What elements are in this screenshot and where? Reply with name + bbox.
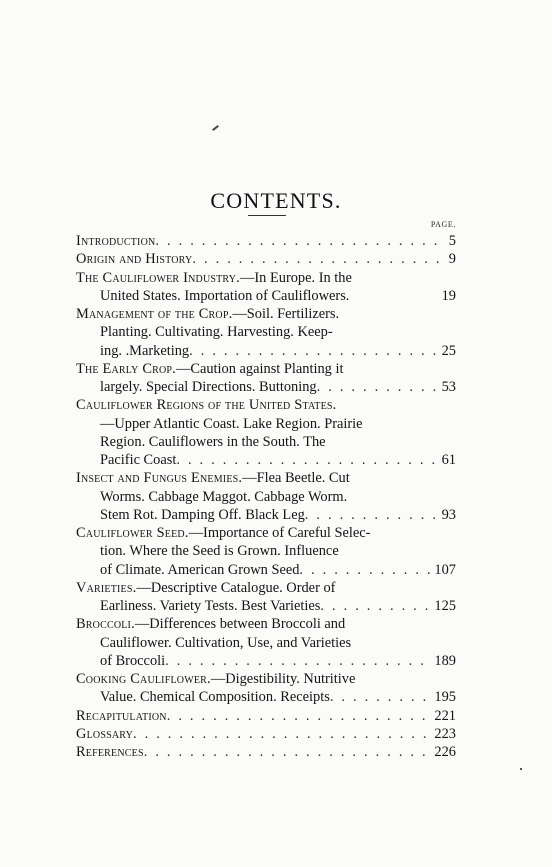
toc-line [76,469,456,487]
toc-line [76,360,456,378]
toc-entry-title: Cauliflower Seed. [76,525,189,541]
toc-line [76,232,456,250]
toc-page-number: 93 [441,506,456,523]
dot-leader [299,561,431,579]
toc-line [76,323,456,341]
toc-page-number: 195 [434,689,456,706]
dot-leader [305,506,439,524]
toc-entry-text: —Differences between Broccoli and [134,616,346,633]
toc-line [76,269,456,287]
dot-leader [320,597,431,615]
toc-line [76,688,456,706]
toc-entry-title: Introduction [76,233,156,249]
toc-entry-title: Glossary [76,725,134,742]
toc-line [76,524,456,542]
spacer [349,287,438,305]
toc-page-number: 53 [441,379,456,395]
toc-entry-text: Worms. Cabbage Maggot. Cabbage Worm. [100,488,348,505]
toc-entry-title: References [76,744,144,760]
dot-leader [167,707,432,725]
dot-leader [330,688,432,706]
dot-leader [155,232,445,250]
toc-entry-text: United States. Importation of Cauliflowers. [100,287,350,304]
toc-line [76,415,456,433]
dot-leader [189,342,438,360]
toc-entry-title: Insect and Fungus Enemies. [76,470,243,487]
toc-entry-text: of Climate. American Grown Seed [100,561,300,578]
toc-entry-text: of Broccoli [100,652,166,669]
toc-page-number: 61 [441,452,456,468]
toc-entry-text: Region. Cauliflowers in the South. The [100,433,326,450]
toc-line [76,597,456,615]
toc-page-number: 25 [441,342,456,359]
toc-line [76,670,456,688]
toc-entry-title: Origin and History [76,251,193,268]
toc-entry-text: —Upper Atlantic Coast. Lake Region. Prairie [100,415,363,432]
toc-entry-text: Stem Rot. Damping Off. Black Leg [100,506,305,523]
toc-line [76,488,456,506]
dot-leader [144,743,432,761]
toc-entry-title: Cauliflower Regions of the United States. [76,397,337,414]
toc-line [76,378,456,396]
toc-page-number: 125 [434,598,456,614]
toc-entry-text: —Digestibility. Nutritive [210,671,356,687]
table-of-contents [76,232,456,761]
toc-page-number: 107 [434,561,456,578]
dot-leader [133,725,431,743]
toc-entry-title: Management of the Crop. [76,306,233,322]
toc-line [76,634,456,652]
toc-entry-text: largely. Special Directions. Buttoning [100,379,317,395]
toc-entry-text: ing. .Marketing [100,342,190,359]
toc-entry-text: Earliness. Variety Tests. Best Varieties [100,598,321,614]
toc-line [76,433,456,451]
toc-page-number: 19 [441,287,456,304]
toc-line [76,506,456,524]
toc-entry-text: —Soil. Fertilizers. [232,306,340,322]
page-column-header: PAGE. [430,220,456,229]
dot-leader [165,652,431,670]
toc-page-number: 226 [434,744,456,760]
dot-leader [317,378,439,396]
toc-line [76,342,456,360]
contents-title: CONTENTS. [210,188,342,213]
toc-entry-text: —Importance of Careful Selec- [188,525,371,541]
toc-entry-text: —Descriptive Catalogue. Order of [136,579,336,596]
toc-line [76,579,456,597]
toc-entry-title: Recapitulation [76,707,167,724]
toc-entry-text: —Caution against Planting it [175,360,344,377]
toc-entry-text: Planting. Cultivating. Harvesting. Keep- [100,324,333,341]
toc-line [76,615,456,633]
toc-page-number: 9 [448,251,456,268]
toc-entry-text: —In Europe. In the [239,269,352,286]
title-rule [248,215,286,216]
toc-line [76,287,456,305]
toc-entry-text: tion. Where the Seed is Grown. Influence [100,543,339,560]
toc-line [76,743,456,761]
toc-line [76,305,456,323]
toc-entry-text: Cauliflower. Cultivation, Use, and Varieties [100,634,352,651]
toc-line [76,707,456,725]
toc-line [76,250,456,268]
toc-line [76,542,456,560]
toc-entry-title: Varieties. [76,579,137,596]
toc-page-number: 223 [434,725,456,742]
ink-dot [520,768,522,770]
ink-speck [212,125,219,131]
toc-entry-text: Pacific Coast [100,452,177,468]
toc-entry-title: The Early Crop. [76,360,176,377]
toc-entry-text: Value. Chemical Composition. Receipts [100,689,330,706]
toc-page-number: 189 [434,652,456,669]
toc-entry-text: —Flea Beetle. Cut [242,470,350,487]
toc-page-number: 5 [448,233,456,249]
toc-entry-title: The Cauliflower Industry. [76,269,240,286]
toc-line [76,725,456,743]
toc-line [76,396,456,414]
toc-line [76,451,456,469]
toc-entry-title: Broccoli. [76,616,135,633]
toc-line [76,652,456,670]
dot-leader [192,250,445,268]
toc-line [76,561,456,579]
dot-leader [176,451,438,469]
toc-entry-title: Cooking Cauliflower. [76,671,211,687]
toc-page-number: 221 [434,707,456,724]
